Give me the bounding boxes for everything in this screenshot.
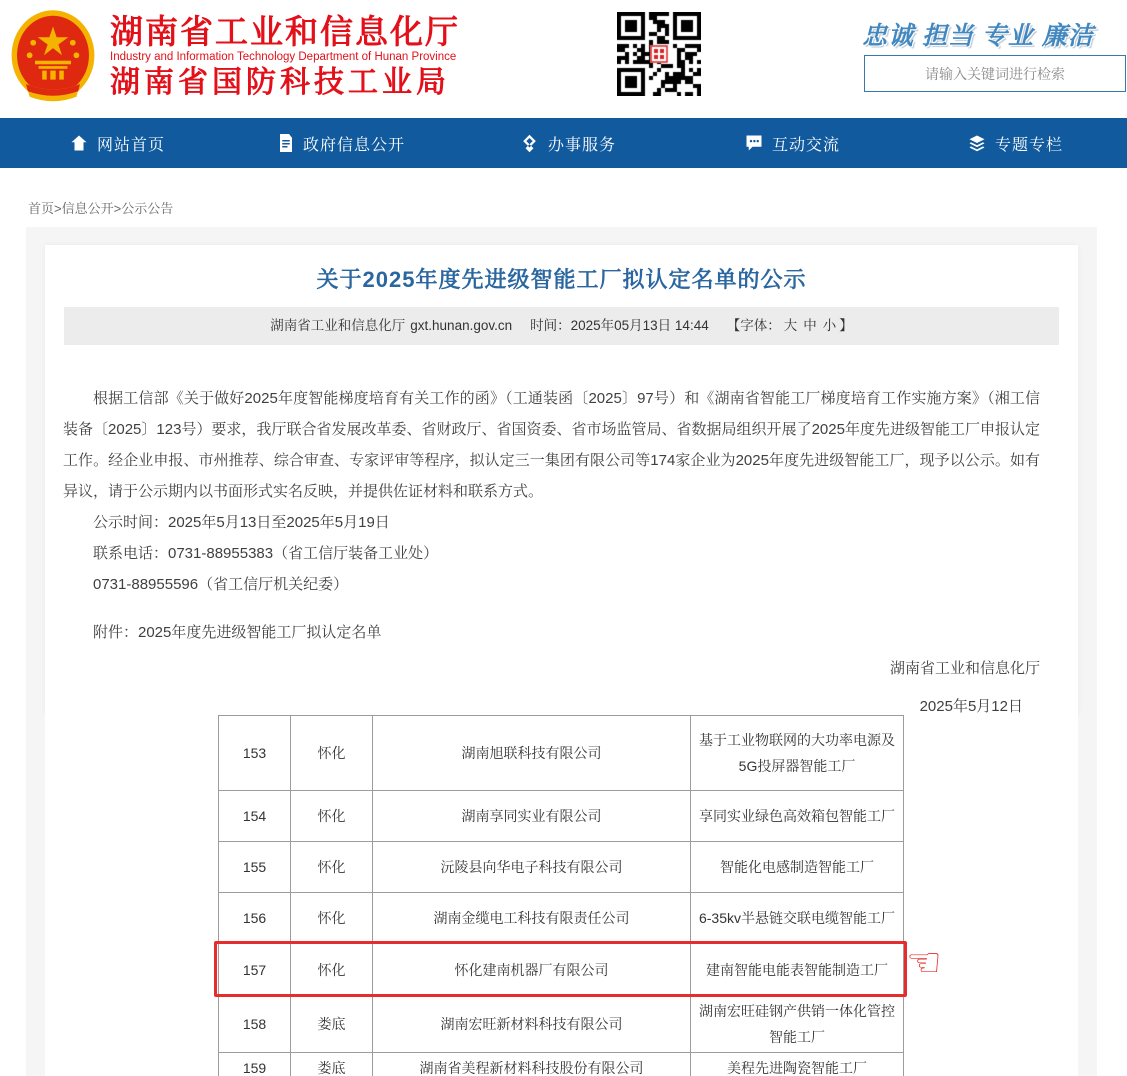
nav-item-interaction[interactable] xyxy=(745,118,840,168)
breadcrumb xyxy=(28,198,173,217)
table-row xyxy=(219,1053,904,1076)
breadcrumb-separator: > xyxy=(113,201,122,216)
contact-phone-1: 联系电话：0731-88955383（省工信厅装备工业处） xyxy=(93,545,439,562)
approval-table xyxy=(218,715,904,1076)
table-cell-city: 娄底 xyxy=(291,996,373,1053)
signature-name: 湖南省工业和信息化厅 xyxy=(889,660,1040,677)
meta-url[interactable]: gxt.hunan.gov.cn xyxy=(410,318,513,333)
attachment-table-section xyxy=(0,715,1127,1076)
table-cell-no: 153 xyxy=(219,716,291,791)
home-icon xyxy=(70,134,88,152)
nav-label: 专题专栏 xyxy=(995,136,1064,154)
bureau-title: 湖南省国防科技工业局 xyxy=(110,66,450,99)
nav-item-home[interactable] xyxy=(70,118,165,168)
site-titles xyxy=(110,8,460,108)
slogan-text: 忠诚 担当 专业 廉洁 xyxy=(862,22,1094,50)
meta-font-suffix: 】 xyxy=(839,318,853,333)
attachment-link[interactable]: 附件：2025年度先进级智能工厂拟认定名单 xyxy=(93,624,382,641)
table-cell-no: 159 xyxy=(219,1053,291,1076)
breadcrumb-separator: > xyxy=(54,201,62,216)
nav-item-gov-info[interactable] xyxy=(278,118,405,168)
nav-label: 网站首页 xyxy=(97,136,166,154)
breadcrumb-home[interactable]: 首页 xyxy=(28,201,55,216)
document-icon xyxy=(278,134,294,152)
table-cell-project: 建南智能电能表智能制造工厂 xyxy=(691,944,904,996)
table-cell-city: 怀化 xyxy=(291,893,373,944)
layers-icon xyxy=(968,134,986,152)
table-cell-city: 怀化 xyxy=(291,791,373,842)
table-cell-company: 沅陵县向华电子科技有限公司 xyxy=(373,842,691,893)
table-cell-company: 怀化建南机器厂有限公司 xyxy=(373,944,691,996)
meta-time: 时间：2025年05月13日 14:44 xyxy=(530,318,709,333)
table-cell-city: 怀化 xyxy=(291,944,373,996)
table-row xyxy=(219,996,904,1053)
meta-source: 湖南省工业和信息化厅 xyxy=(270,318,406,333)
nav-label: 政府信息公开 xyxy=(303,136,406,154)
qr-code xyxy=(617,12,701,96)
national-emblem-icon xyxy=(8,8,98,108)
table-cell-company: 湖南金缆电工科技有限责任公司 xyxy=(373,893,691,944)
nav-label: 办事服务 xyxy=(548,136,617,154)
table-cell-project: 湖南宏旺硅钢产供销一体化管控智能工厂 xyxy=(691,996,904,1053)
nav-item-topics[interactable] xyxy=(968,118,1063,168)
font-size-large-button[interactable]: 大 xyxy=(783,318,798,333)
page-title: 关于2025年度先进级智能工厂拟认定名单的公示 xyxy=(316,267,807,292)
table-cell-project: 6-35kv半悬链交联电缆智能工厂 xyxy=(691,893,904,944)
contact-phone-2: 0731-88955596（省工信厅机关纪委） xyxy=(93,576,349,593)
site-header xyxy=(0,0,1127,118)
meta-font-prefix: 【字体： xyxy=(726,318,781,333)
article-paragraph: 根据工信部《关于做好2025年度智能梯度培育有关工作的函》（工通装函〔2025〕97号）和《湖南省智能工厂梯度培育工作实施方案》（湘工信装备〔2025〕123号）要求，我厅联合省发展改革委、省财政厅、省国资委、省市场监管局、省数据局组织开展了2025年度先进级智能工厂申报认定工作。经企业申报、市州推荐、综合审查、专家评审等程序，拟认定三一集团有限公司等174家企业为2025年度先进级智能工厂，现予以公示。如有异议，请于公示期内以书面形式实名反映，并提供佐证材料和联系方式。 xyxy=(63,390,1040,500)
table-cell-no: 156 xyxy=(219,893,291,944)
chat-icon xyxy=(745,134,763,152)
table-cell-city: 娄底 xyxy=(291,1053,373,1076)
breadcrumb-notices[interactable]: 公示公告 xyxy=(121,201,174,216)
font-size-small-button[interactable]: 小 xyxy=(822,318,837,333)
left-margin-strip xyxy=(26,715,45,1076)
table-cell-project: 智能化电感制造智能工厂 xyxy=(691,842,904,893)
search-input[interactable] xyxy=(865,56,1125,91)
signature-date: 2025年5月12日 xyxy=(919,698,1023,715)
hand-pointer-icon: ☜ xyxy=(906,940,942,986)
right-margin-strip xyxy=(1078,715,1097,1076)
breadcrumb-info[interactable]: 信息公开 xyxy=(61,201,114,216)
search-box xyxy=(864,55,1126,92)
dept-subtitle-en: Industry and Information Technology Department of Hunan Province xyxy=(110,51,457,63)
nav-item-services[interactable] xyxy=(520,118,616,168)
table-cell-no: 157 xyxy=(219,944,291,996)
table-row xyxy=(219,716,904,791)
table-cell-city: 怀化 xyxy=(291,842,373,893)
article-body xyxy=(63,383,1040,648)
main-nav xyxy=(0,118,1127,168)
table-cell-company: 湖南省美程新材料科技股份有限公司 xyxy=(373,1053,691,1076)
publicity-period: 公示时间：2025年5月13日至2025年5月19日 xyxy=(93,514,390,531)
table-cell-project: 基于工业物联网的大功率电源及5G投屏器智能工厂 xyxy=(691,716,904,791)
table-cell-city: 怀化 xyxy=(291,716,373,791)
table-row xyxy=(219,893,904,944)
table-row xyxy=(219,944,904,996)
font-size-medium-button[interactable]: 中 xyxy=(803,318,817,333)
nav-label: 互动交流 xyxy=(772,136,841,154)
dept-title: 湖南省工业和信息化厅 xyxy=(110,13,460,50)
site-logo[interactable] xyxy=(8,8,460,108)
article-card xyxy=(45,245,1078,715)
table-row xyxy=(219,842,904,893)
article-meta-bar xyxy=(64,307,1059,345)
table-cell-project: 享同实业绿色高效箱包智能工厂 xyxy=(691,791,904,842)
table-cell-no: 154 xyxy=(219,791,291,842)
table-cell-no: 155 xyxy=(219,842,291,893)
table-cell-company: 湖南宏旺新材料科技有限公司 xyxy=(373,996,691,1053)
table-cell-project: 美程先进陶瓷智能工厂 xyxy=(691,1053,904,1076)
service-icon xyxy=(520,134,539,153)
table-row xyxy=(219,791,904,842)
table-cell-company: 湖南旭联科技有限公司 xyxy=(373,716,691,791)
approval-table-body xyxy=(219,716,904,1076)
table-cell-no: 158 xyxy=(219,996,291,1053)
table-cell-company: 湖南享同实业有限公司 xyxy=(373,791,691,842)
